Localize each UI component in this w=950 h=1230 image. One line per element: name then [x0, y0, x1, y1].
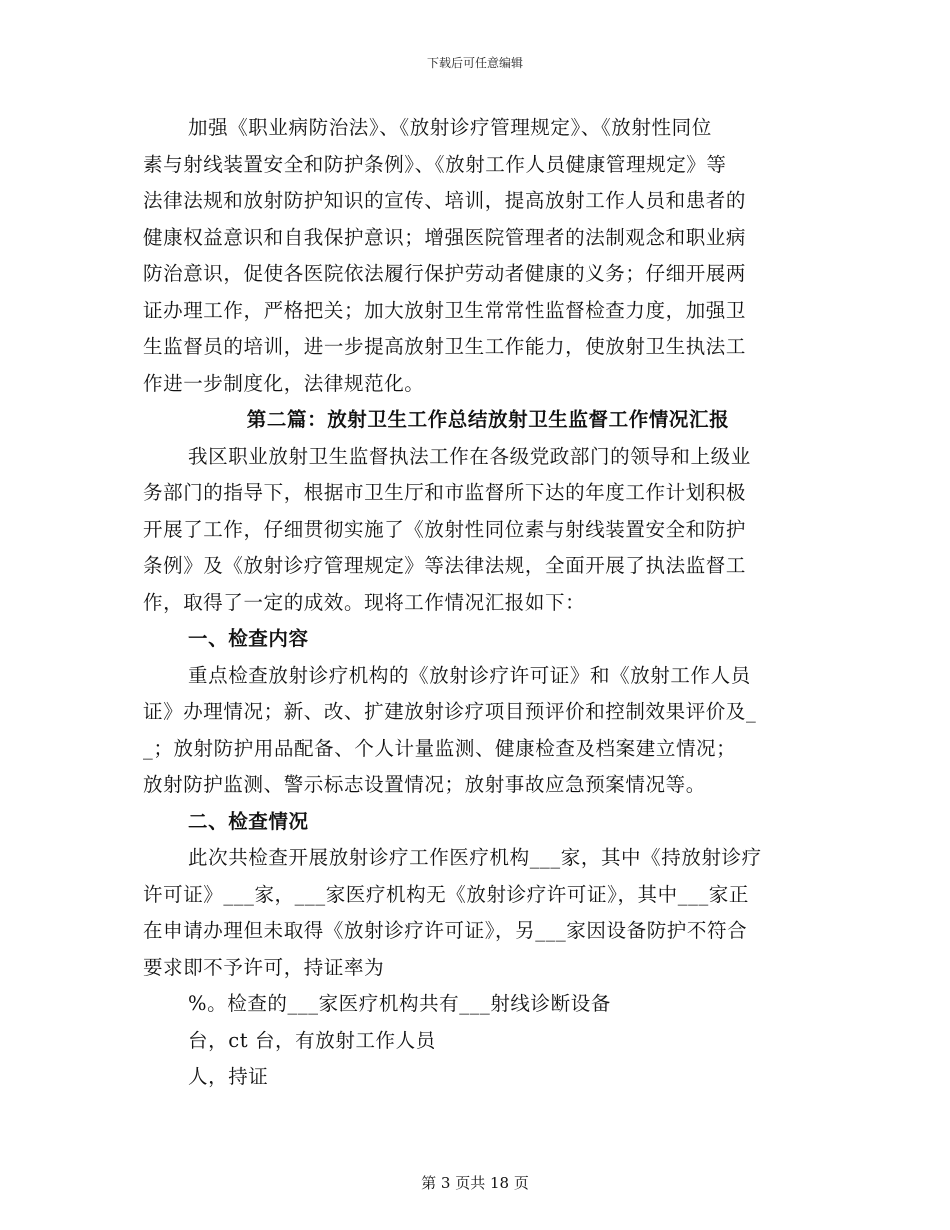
- paragraph-line: 法律法规和放射防护知识的宣传、培训，提高放射工作人员和患者的: [143, 189, 747, 212]
- page-header: 下载后可任意编辑: [426, 56, 523, 70]
- paragraph-line: _；放射防护用品配备、个人计量监测、健康检查及档案建立情况；: [143, 736, 737, 760]
- paragraph-line: 防治意识，促使各医院依法履行保护劳动者健康的义务；仔细开展两: [143, 262, 747, 285]
- paragraph-line: 健康权益意识和自我保护意识；增强医院管理者的法制观念和职业病: [143, 225, 747, 249]
- paragraph-line: 务部门的指导下，根据市卫生厅和市监督所下达的年度工作计划积极: [143, 481, 747, 504]
- paragraph-line: %。检查的___家医疗机构共有___射线诊断设备: [188, 992, 611, 1015]
- paragraph-line: 证办理工作，严格把关；加大放射卫生常常性监督检查力度，加强卫: [143, 298, 747, 322]
- paragraph-line: 开展了工作，仔细贯彻实施了《放射性同位素与射线装置安全和防护: [143, 517, 747, 541]
- paragraph-line: 台，ct 台，有放射工作人员: [188, 1028, 436, 1052]
- paragraph-line: 我区职业放射卫生监督执法工作在各级党政部门的领导和上级业: [188, 444, 751, 468]
- page-footer: 第 3 页共 18 页: [421, 1174, 529, 1192]
- paragraph-line: 证》办理情况；新、改、扩建放射诊疗项目预评价和控制效果评价及_: [143, 700, 757, 723]
- paragraph-line: 此次共检查开展放射诊疗工作医疗机构___家，其中《持放射诊疗: [188, 846, 762, 869]
- paragraph-line: 生监督员的培训，进一步提高放射卫生工作能力，使放射卫生执法工: [143, 335, 747, 358]
- section-heading: 二、检查情况: [188, 809, 309, 833]
- section-title: 第二篇：放射卫生工作总结放射卫生监督工作情况汇报: [246, 408, 730, 431]
- paragraph-line: 条例》及《放射诊疗管理规定》等法律法规，全面开展了执法监督工: [143, 554, 747, 577]
- section-heading: 一、检查内容: [188, 627, 309, 650]
- paragraph-line: 许可证》___家，___家医疗机构无《放射诊疗许可证》，其中___家正: [143, 882, 750, 906]
- paragraph-line: 要求即不予许可，持证率为: [143, 955, 385, 979]
- paragraph-line: 作进一步制度化，法律规范化。: [143, 371, 425, 395]
- document-body: [143, 110, 807, 1096]
- paragraph-line: 作，取得了一定的成效。现将工作情况汇报如下：: [143, 590, 586, 614]
- paragraph-line: 加强《职业病防治法》、《放射诊疗管理规定》、《放射性同位: [188, 116, 712, 139]
- paragraph-line: 放射防护监测、警示标志设置情况；放射事故应急预案情况等。: [143, 773, 706, 796]
- paragraph-line: 人，持证: [188, 1065, 269, 1088]
- paragraph-line: 素与射线装置安全和防护条例》、《放射工作人员健康管理规定》等: [143, 152, 727, 176]
- paragraph-line: 重点检查放射诊疗机构的《放射诊疗许可证》和《放射工作人员: [188, 663, 751, 687]
- paragraph-line: 在申请办理但未取得《放射诊疗许可证》，另___家因设备防护不符合: [143, 919, 748, 942]
